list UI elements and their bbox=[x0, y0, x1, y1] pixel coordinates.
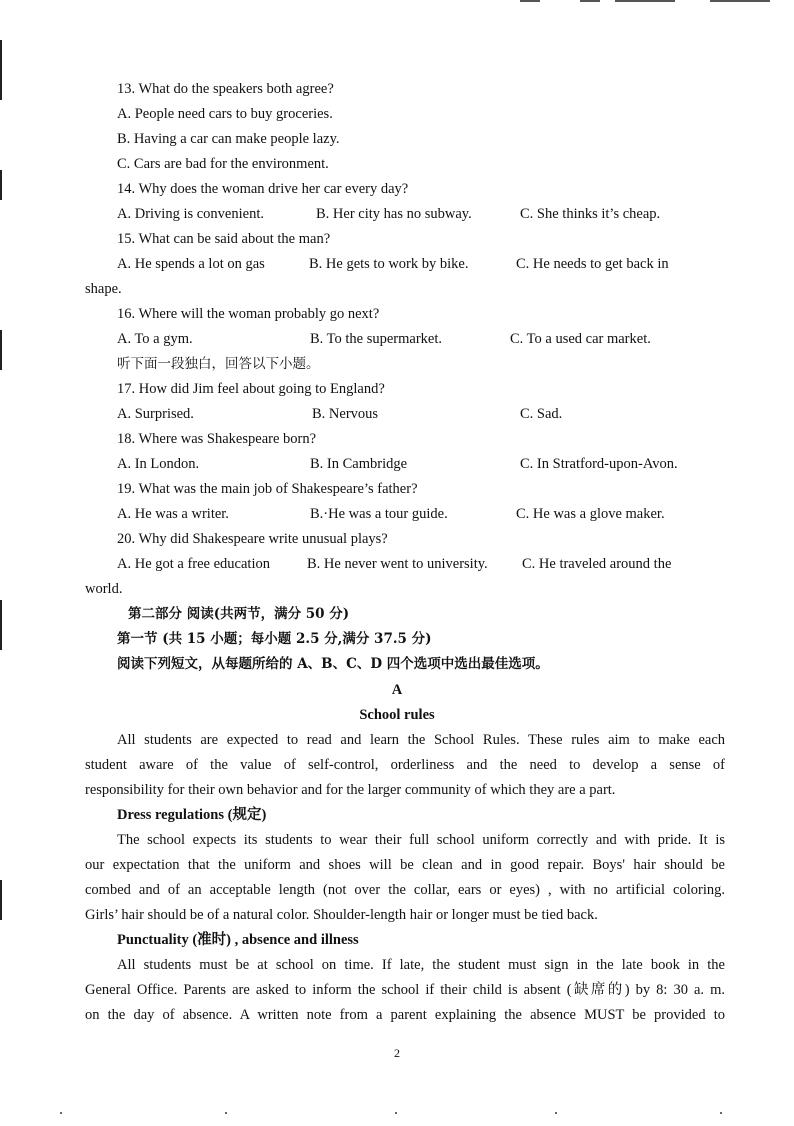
page-number: 2 bbox=[394, 1046, 400, 1060]
answer-option: A. People need cars to buy groceries. bbox=[117, 106, 333, 122]
answer-option: B. Having a car can make people lazy. bbox=[117, 131, 340, 147]
scan-dot bbox=[225, 1112, 227, 1114]
answer-option-wrap: world. bbox=[85, 581, 123, 597]
passage-line: combed and of an acceptable length (not over the collar, ears or eyes) , with no artificial coloring. bbox=[85, 882, 725, 898]
scan-edge-mark bbox=[0, 880, 2, 920]
answer-option: A. He was a writer. bbox=[117, 506, 229, 522]
passage-line: our expectation that the uniform and shoes will be clean and in good repair. Boys' hair should be bbox=[85, 857, 725, 873]
passage-line: General Office. Parents are asked to inform the school if their child is absent (缺席的) by 8: 30 a. m. bbox=[85, 982, 725, 998]
answer-option: B. To the supermarket. bbox=[310, 331, 443, 347]
question-stem: 16. Where will the woman probably go next? bbox=[117, 306, 380, 322]
answer-option: B. In Cambridge bbox=[310, 456, 408, 472]
question-stem: 13. What do the speakers both agree? bbox=[117, 81, 334, 97]
scan-dot bbox=[720, 1112, 722, 1114]
answer-option: A. He spends a lot on gas bbox=[117, 256, 265, 272]
answer-option: B. Nervous bbox=[312, 406, 379, 422]
monologue-instruction: 听下面一段独白，回答以下小题。 bbox=[117, 356, 320, 372]
answer-option: A. To a gym. bbox=[117, 331, 193, 347]
scan-edge-mark bbox=[0, 600, 2, 650]
answer-option: C. He traveled around the bbox=[522, 556, 672, 572]
answer-option: C. She thinks it’s cheap. bbox=[520, 206, 661, 222]
scan-edge-mark bbox=[0, 40, 2, 100]
scan-top-mark bbox=[520, 0, 540, 2]
question-stem: 20. Why did Shakespeare write unusual plays? bbox=[117, 531, 388, 547]
answer-option: B.·He was a tour guide. bbox=[310, 506, 448, 522]
part-title: 第二部分 阅读(共两节，满分 50 分) bbox=[128, 606, 350, 622]
passage-line: on the day of absence. A written note from a parent explaining the absence MUST be provided to bbox=[85, 1007, 725, 1023]
answer-option: B. He never went to university. bbox=[307, 556, 488, 572]
passage-line: The school expects its students to wear their full school uniform correctly and with pride. It is bbox=[117, 832, 725, 848]
scan-edge-mark bbox=[0, 170, 2, 200]
answer-option: C. To a used car market. bbox=[510, 331, 651, 347]
scan-top-mark bbox=[710, 0, 770, 2]
passage-line: student aware of the value of self-control, orderliness and the need to develop a sense of bbox=[85, 757, 725, 773]
answer-option: C. He was a glove maker. bbox=[516, 506, 665, 522]
passage-line: All students are expected to read and learn the School Rules. These rules aim to make each bbox=[117, 732, 725, 748]
answer-option: B. Her city has no subway. bbox=[316, 206, 472, 222]
answer-option: A. He got a free education bbox=[117, 556, 270, 572]
answer-option: A. In London. bbox=[117, 456, 200, 472]
question-stem: 17. How did Jim feel about going to England? bbox=[117, 381, 385, 397]
reading-instruction: 阅读下列短文，从每题所给的 A、B、C、D 四个选项中选出最佳选项。 bbox=[117, 656, 549, 672]
scan-dot bbox=[395, 1112, 397, 1114]
answer-option-wrap: shape. bbox=[85, 281, 122, 297]
scan-edge-mark bbox=[0, 330, 2, 370]
answer-option: A. Surprised. bbox=[117, 406, 194, 422]
passage-title: School rules bbox=[359, 707, 435, 723]
answer-option: B. He gets to work by bike. bbox=[309, 256, 469, 272]
scan-dot bbox=[60, 1112, 62, 1114]
answer-option: A. Driving is convenient. bbox=[117, 206, 264, 222]
scan-top-mark bbox=[615, 0, 675, 2]
answer-option: C. He needs to get back in bbox=[516, 256, 669, 272]
section-heading: Punctuality (准时) , absence and illness bbox=[117, 932, 359, 948]
question-stem: 18. Where was Shakespeare born? bbox=[117, 431, 317, 447]
passage-letter: A bbox=[391, 682, 403, 698]
passage-line: responsibility for their own behavior and for the larger community of which they are a part. bbox=[85, 782, 616, 798]
question-stem: 19. What was the main job of Shakespeare’s father? bbox=[117, 481, 418, 497]
scan-dot bbox=[555, 1112, 557, 1114]
answer-option: C. Cars are bad for the environment. bbox=[117, 156, 329, 172]
section-heading: Dress regulations (规定) bbox=[117, 807, 267, 823]
answer-option: C. Sad. bbox=[520, 406, 563, 422]
answer-option: C. In Stratford-upon-Avon. bbox=[520, 456, 678, 472]
passage-line: Girls’ hair should be of a natural color. Shoulder-length hair or longer must be tied back. bbox=[85, 907, 598, 923]
passage-line: All students must be at school on time. If late, the student must sign in the late book in the bbox=[117, 957, 725, 973]
question-stem: 15. What can be said about the man? bbox=[117, 231, 331, 247]
section-title: 第一节 (共 15 小题；每小题 2.5 分,满分 37.5 分) bbox=[117, 631, 432, 647]
scan-top-mark bbox=[580, 0, 600, 2]
question-stem: 14. Why does the woman drive her car every day? bbox=[117, 181, 409, 197]
